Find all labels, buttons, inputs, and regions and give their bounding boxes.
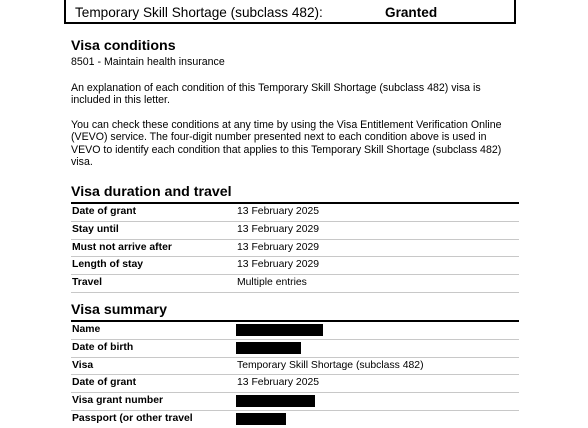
- table-row: [71, 257, 519, 275]
- redaction-block: [236, 413, 286, 425]
- table-row: [71, 411, 519, 428]
- text-line: (VEVO) service. The four-digit number presented next to each condition above is used in: [71, 131, 487, 144]
- row-label: Date of birth: [72, 341, 134, 353]
- text-line: VEVO to identify each condition that applies to this Temporary Skill Shortage (subclass 482): [71, 143, 502, 156]
- text-line: An explanation of each condition of this Temporary Skill Shortage (subclass 482) visa is: [71, 82, 481, 94]
- visa-summary-heading: Visa summary: [71, 302, 167, 318]
- table-row: [71, 358, 519, 376]
- conditions-explanation: [71, 82, 526, 107]
- row-value: 13 February 2029: [237, 259, 320, 271]
- row-label: Stay until: [72, 223, 119, 235]
- row-value: Multiple entries: [237, 277, 307, 289]
- grant-status-box: [64, 0, 516, 24]
- table-row: [71, 340, 519, 358]
- table-row: [71, 393, 519, 411]
- text-line: You can check these conditions at any time by using the Visa Entitlement Verification Online: [71, 119, 502, 131]
- table-row: [71, 240, 519, 258]
- row-label: Travel: [72, 277, 103, 289]
- row-label: Date of grant: [72, 206, 137, 217]
- table-row: [71, 275, 519, 293]
- text-line: included in this letter.: [71, 94, 170, 107]
- grant-status: Granted: [385, 5, 438, 20]
- row-value: 13 February 2025: [237, 377, 320, 389]
- row-value: Temporary Skill Shortage (subclass 482): [237, 359, 424, 371]
- redaction-block: [236, 342, 301, 354]
- table-row: [71, 204, 519, 222]
- visa-duration-heading: Visa duration and travel: [71, 184, 232, 200]
- table-row: [71, 222, 519, 240]
- table-row: [71, 322, 519, 340]
- visa-duration-table: [71, 202, 519, 293]
- text-line: visa.: [71, 156, 93, 169]
- condition-item: 8501 - Maintain health insurance: [71, 56, 225, 68]
- row-label: Passport (or other travel: [72, 412, 193, 424]
- row-label: Length of stay: [72, 259, 144, 271]
- row-label: Visa: [72, 359, 94, 371]
- row-label: Visa grant number: [72, 395, 164, 407]
- visa-summary-table: [71, 320, 519, 428]
- row-label: Date of grant: [72, 377, 137, 389]
- redaction-block: [236, 395, 315, 407]
- row-value: 13 February 2029: [237, 223, 320, 235]
- table-row: [71, 375, 519, 393]
- visa-subclass-label: Temporary Skill Shortage (subclass 482):: [75, 5, 323, 20]
- redaction-block: [236, 324, 323, 336]
- vevo-paragraph: [71, 119, 526, 169]
- row-value: 13 February 2025: [237, 206, 320, 217]
- row-label: Name: [72, 324, 101, 335]
- row-value: 13 February 2029: [237, 241, 320, 253]
- row-label: Must not arrive after: [72, 241, 172, 253]
- visa-conditions-heading: Visa conditions: [71, 38, 176, 54]
